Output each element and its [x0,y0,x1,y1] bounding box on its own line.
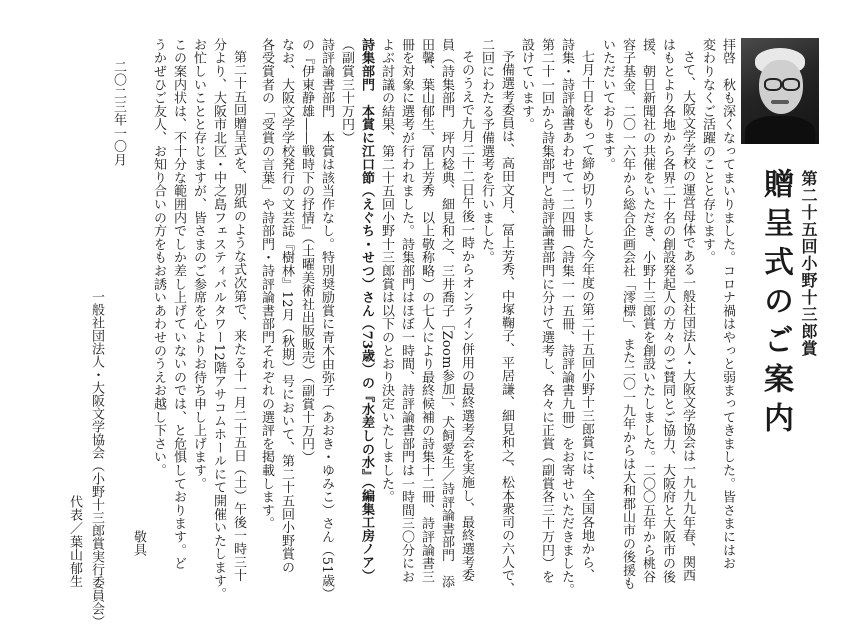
body-line: 変わりなくご活躍のことと存じます。 [700,38,715,265]
signature-org: 一般社団法人・大阪文学協会（小野十三郎賞実行委員会） [89,290,104,628]
body-line: さて、大阪文学学校の運営母体である一般社団法人・大阪文学協会は一九九九年春、関西 [680,50,695,582]
award-poetry: 詩集部門 本賞に江口節（えぐち・せつ）さん（73歳）の『水差しの水』（編集工房ノア） [359,38,374,583]
body-line: 設けています。 [519,38,534,132]
award-name: 第二十五回小野十三郎賞 [799,170,818,357]
body-line: お忙しいことと存じますが、皆さまのご参席を心よりお待ち申し上げます。 [191,38,206,491]
body-line: そのうえで九月二十二日午後一時からオンライン併用の最終選考会を実施し、最終選考委 [459,50,474,582]
document-title: 贈呈式のご案内 [758,168,793,441]
date: 二〇二三年一〇月 [111,60,126,167]
body-line: いただいております。 [600,38,615,171]
body-line: 援、朝日新聞社の共催をいただき、小野十三郎賞を創設いたしました。二〇〇五年から桃谷 [640,38,655,584]
body-line: 詩集・詩評論書あわせて一二四冊（詩集一一五冊、詩評論書九冊）をお寄せいただきました。 [559,38,574,597]
body-line: うかぜひご友人、お知り合いの方をもお誘いあわせのうえお越し下さい。 [151,38,166,477]
body-line: この案内状は、不十分な範囲内でしか差し上げていないのでは、と危惧しております。ど [171,38,186,570]
body-line: 第二十一回から詩集部門と詩評論書部門に分けて選考し、各々に正賞（副賞各三十万円）を [539,38,554,584]
award-criticism-title: の『伊東静雄――戦時下の抒情』（土曜美術社出版販売）（副賞十万円） [299,38,314,464]
body-line: 員（詩集部門 坪内稔典、細見和之、三井喬子［Zoom参加］、犬飼愛生／詩評論書部門 添 [439,38,454,589]
ceremony-line: 分より、大阪市北区・中之島フェスティバルタワー12階アサコムホールにて開催いたします。 [211,38,226,601]
award-criticism: 詩評論書部門 本賞は該当作なし。特別奨励賞に青木由弥子（あおき・ゆみこ）さん（51歳） [319,38,334,601]
body-line: よぶ討議の結果、第二十五回小野十三郎賞は以下のとおり決定いたしました。 [379,38,394,504]
signature [90,290,103,628]
portrait-photo [741,38,819,144]
ceremony-line: 第二十五回贈呈式を、別紙のような式次第で、来たる十一月二十五日（土）午後一時三十 [231,50,246,582]
closing-keigu: 敬具 [131,530,146,557]
body-line: 七月十日をもって締め切りました今年度の第二十五回小野十三郎賞には、全国各地から、 [579,50,594,582]
signature-rep: 代表／葉山郁生 [67,495,82,589]
body-line: 拝啓 秋も深くなってまいりました。コロナ禍はやっと弱まってきました。皆さまにはお [720,38,735,570]
body-line: 田馨、葉山郁生、冨上芳秀 以上敬称略）の七人により最終候補の詩集十二冊、詩評論書三 [419,38,434,584]
body-line: 冊を対象に選考が行われました。詩集部門はほぼ一時間、詩評論書部門は一時間三〇分にお [399,38,414,584]
body-line: 容子基金、二〇一六年から総合企画会社「澪標」、また二〇一九年からは大和郡山市の後援も [620,38,635,591]
body-line: 予備選考委員は、高田文月、冨上芳秀、中塚鞠子、平居謙、細見和之、松本衆司の六人で、 [499,50,514,596]
body-line: 各受賞者の「受賞の言葉」や詩部門・詩評論書部門それぞれの選評を掲載します。 [259,38,274,531]
body-line: はもとより各地から各界二十名の創設発起人の方々のご賛同とご協力、大阪府と大阪市の後 [660,38,675,584]
body-line: なお、大阪文学学校発行の文芸誌『樹林』12月（秋期）号において、第二十五回小野賞の [279,38,294,574]
body-line: （副賞三十万円） [339,38,354,145]
body-line: 二回にわたる予備選考を行いました。 [479,38,494,265]
